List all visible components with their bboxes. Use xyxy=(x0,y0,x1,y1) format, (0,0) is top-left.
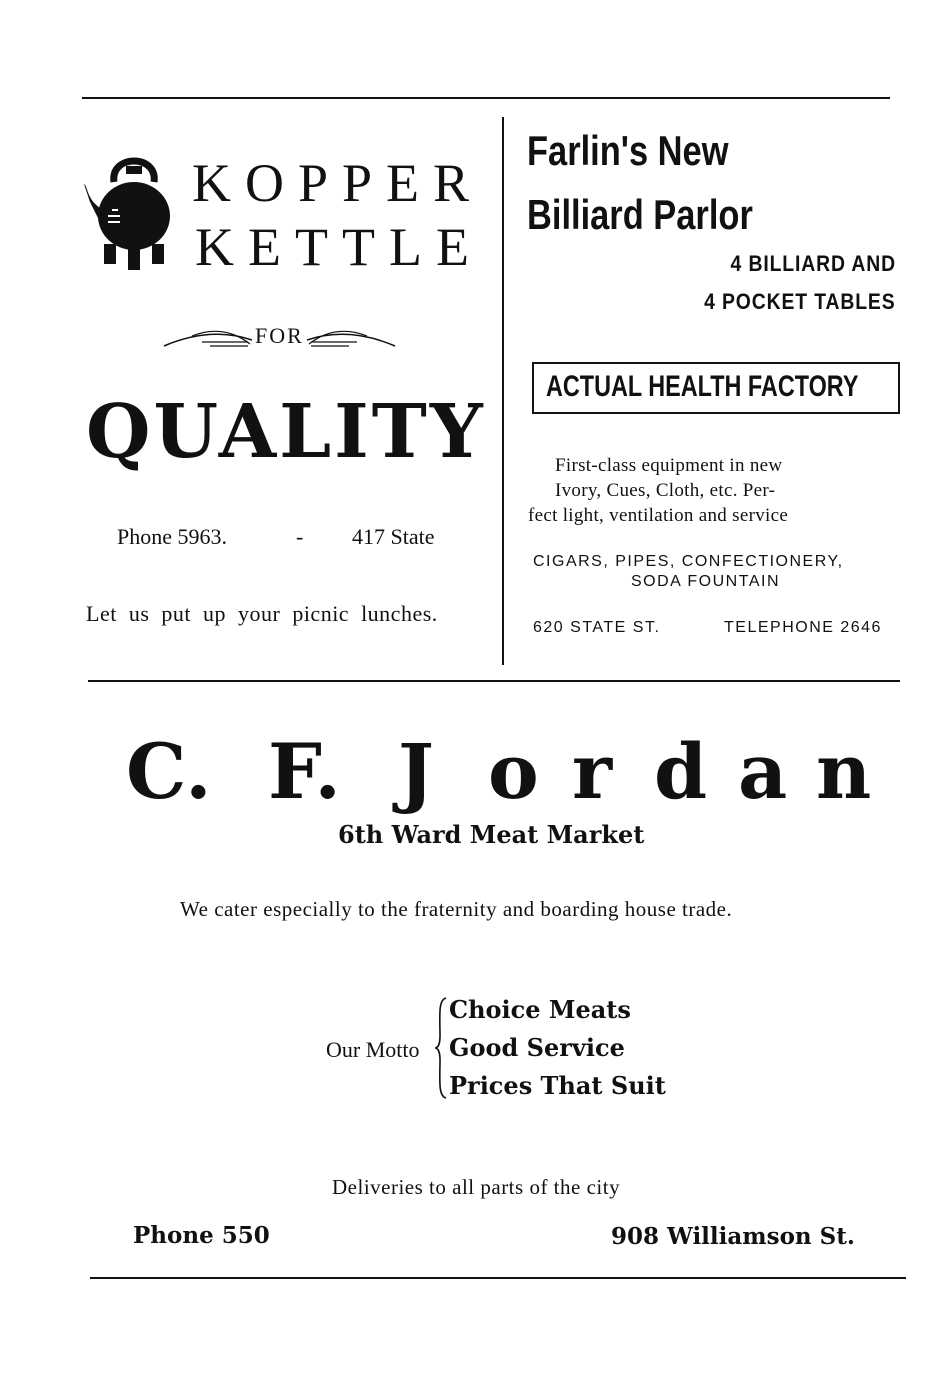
farlin-body xyxy=(555,453,885,503)
jordan-subtitle: 6th Ward Meat Market xyxy=(338,820,645,849)
jordan-letter: r xyxy=(572,727,613,816)
column-divider xyxy=(502,117,504,665)
motto-item: Choice Meats xyxy=(449,995,631,1024)
middle-rule xyxy=(88,680,900,682)
left-flourish-icon xyxy=(162,322,254,356)
health-factory-box xyxy=(532,362,900,414)
jordan-phone: Phone 550 xyxy=(133,1222,270,1249)
farlin-body-line: fect light, ventilation and service xyxy=(528,505,789,526)
jordan-cater-line: We cater especially to the fraternity and boarding house trade. xyxy=(180,897,733,921)
farlin-body-line: Ivory, Cues, Cloth, etc. Per- xyxy=(555,480,776,501)
health-factory-label: ACTUAL HEALTH FACTORY xyxy=(546,370,859,403)
jordan-name xyxy=(0,727,944,816)
farlin-extras-line1: CIGARS, PIPES, CONFECTIONERY, xyxy=(533,553,844,570)
kopper-separator: - xyxy=(296,524,304,549)
farlin-title-line1: Farlin's New xyxy=(527,127,729,174)
farlin-extras-line2: SODA FOUNTAIN xyxy=(631,573,780,590)
jordan-letter: o xyxy=(488,727,539,816)
kopper-address: 417 State xyxy=(352,524,435,549)
kettle-heading: KETTLE xyxy=(195,217,483,277)
jordan-letter: J xyxy=(398,727,434,816)
kettle-logo-icon xyxy=(84,150,184,276)
jordan-letter: d xyxy=(654,727,708,816)
motto-item: Prices That Suit xyxy=(449,1071,666,1100)
farlin-telephone: TELEPHONE 2646 xyxy=(724,619,882,636)
farlin-tables-line1: 4 BILLIARD AND xyxy=(730,251,896,276)
right-flourish-icon xyxy=(305,322,397,356)
farlin-address: 620 STATE ST. xyxy=(533,619,661,636)
motto-brace-icon xyxy=(434,996,448,1104)
top-rule xyxy=(82,97,890,99)
motto-item: Good Service xyxy=(449,1033,625,1062)
motto-label: Our Motto xyxy=(326,1037,420,1062)
bottom-rule xyxy=(90,1277,906,1279)
farlin-tables-line2: 4 POCKET TABLES xyxy=(704,289,896,314)
jordan-letter: n xyxy=(816,727,872,816)
kopper-tagline: Let us put up your picnic lunches. xyxy=(86,601,438,626)
deliveries-line: Deliveries to all parts of the city xyxy=(332,1175,621,1199)
jordan-letter: a xyxy=(738,727,788,816)
jordan-address: 908 Williamson St. xyxy=(611,1223,855,1250)
farlin-body-line: First-class equipment in new xyxy=(555,455,783,476)
kopper-heading: KOPPER xyxy=(192,153,484,213)
jordan-letter: F. xyxy=(268,727,341,816)
jordan-letter: C. xyxy=(126,727,212,816)
farlin-title-line2: Billiard Parlor xyxy=(527,191,753,238)
kopper-phone: Phone 5963. xyxy=(117,524,227,549)
for-label: FOR xyxy=(255,323,304,348)
quality-headline: QUALITY xyxy=(86,389,486,475)
